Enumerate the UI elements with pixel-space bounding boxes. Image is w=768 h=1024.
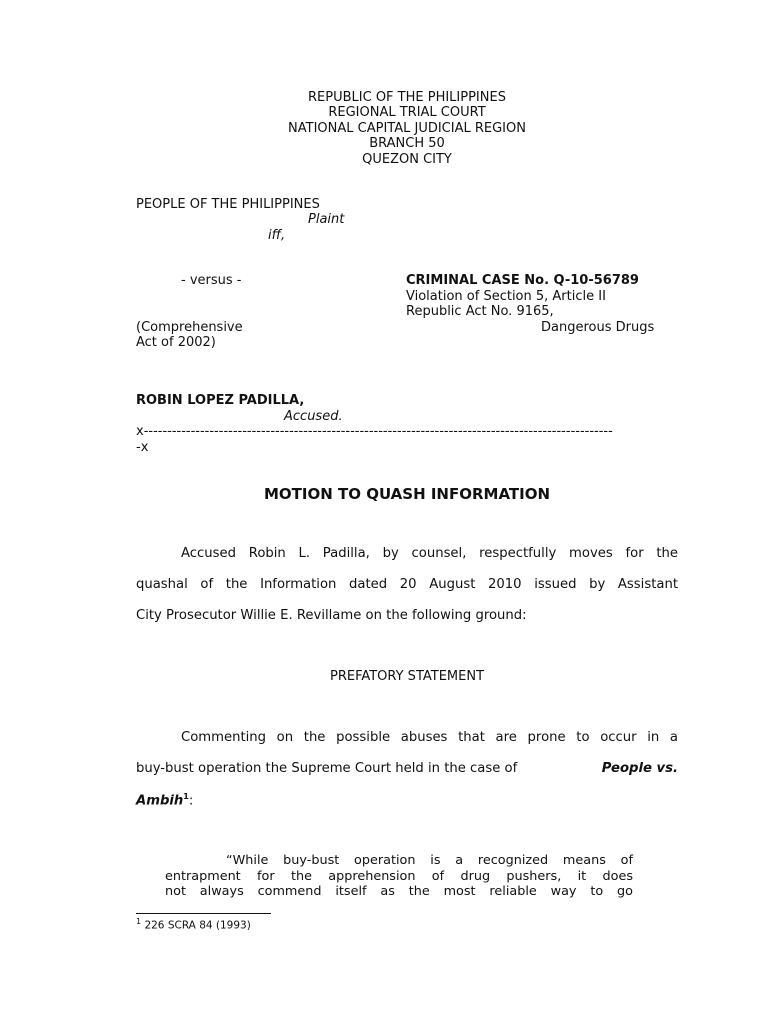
court-header-city: QUEZON CITY [362,152,452,167]
violation-line-4: Act of 2002) [136,335,216,350]
intro-line-2: quashal of the Information dated 20 August 2010 issued by Assistant [136,577,678,592]
plaintiff-role-part1: Plaint [308,212,345,227]
document-title: MOTION TO QUASH INFORMATION [263,485,551,503]
accused-role: Accused. [284,409,343,424]
court-header-republic: REPUBLIC OF THE PHILIPPINES [308,90,506,105]
footnote-text: 226 SCRA 84 (1993) [144,919,251,932]
plaintiff-name: PEOPLE OF THE PHILIPPINES [136,197,320,212]
case-citation-part1: People vs. [601,761,678,776]
footnote-marker: 1 [183,792,189,801]
footnote-number: 1 [136,917,142,926]
statement-line-3 [136,792,678,808]
case-citation-part2: Ambih [136,793,184,809]
accused-name: ROBIN LOPEZ PADILLA, [136,393,305,408]
violation-line-2: Republic Act No. 9165, [406,304,554,319]
section-heading: PREFATORY STATEMENT [329,669,485,684]
caption-separator: x---------------------------------------------------------------------------------------------------- [136,424,613,439]
intro-line-1: Accused Robin L. Padilla, by counsel, respectfully moves for the [181,546,678,561]
statement-line-2 [136,761,678,776]
court-header-branch: BRANCH 50 [369,136,445,151]
court-header-trial-court: REGIONAL TRIAL COURT [328,105,486,120]
footnote [136,917,251,932]
versus-label: - versus - [181,273,242,288]
violation-line-3-left: (Comprehensive [136,320,243,335]
intro-line-3: City Prosecutor Willie E. Revillame on the following ground: [136,608,527,623]
violation-line-1: Violation of Section 5, Article II [406,289,606,304]
statement-line-1: Commenting on the possible abuses that are prone to occur in a [181,730,678,745]
footnote-divider [136,913,271,914]
case-number: CRIMINAL CASE No. Q-10-56789 [406,273,639,288]
violation-line-3-right: Dangerous Drugs [541,320,655,335]
caption-separator-end: -x [136,440,149,455]
quote-line-1: “While buy-bust operation is a recognized means of [226,853,633,868]
statement-line-2-text: buy-bust operation the Supreme Court held in the case of [136,761,518,776]
statement-line-3-end: : [188,793,194,809]
quote-line-2: entrapment for the apprehension of drug pushers, it does [165,869,633,884]
plaintiff-role-part2: iff, [268,228,286,243]
quote-line-3: not always commend itself as the most reliable way to go [165,884,633,899]
court-header-region: NATIONAL CAPITAL JUDICIAL REGION [288,121,526,136]
